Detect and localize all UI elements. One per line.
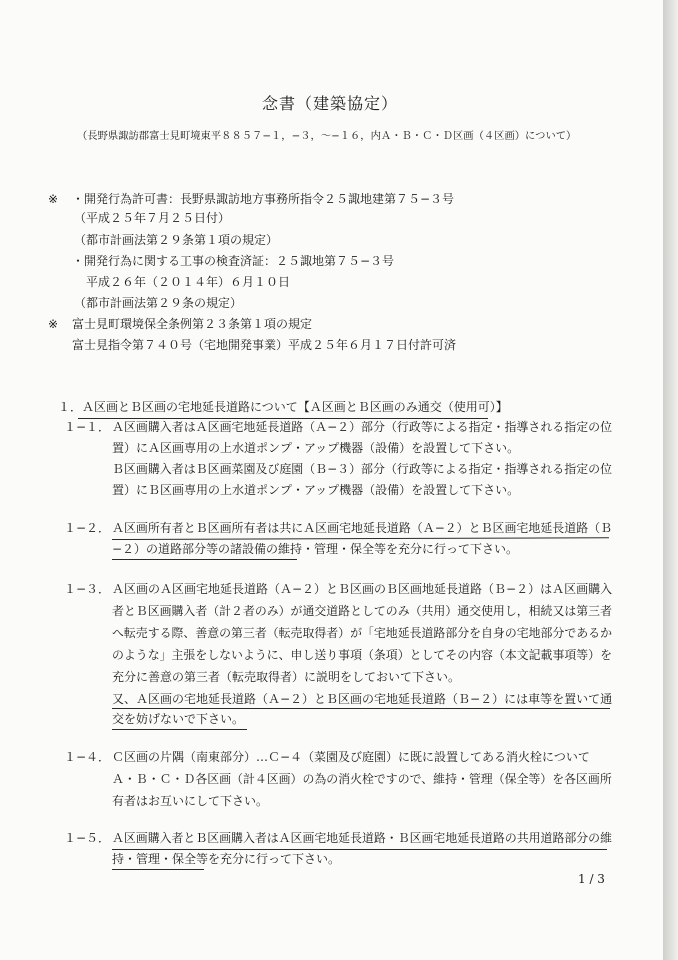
item-line: 者とＢ区画購入者（計２者のみ）が通交道路としてのみ（共用）通交使用し，相続又は第三者 [112,604,612,618]
item-line: Ｂ区画購入者はＢ区画菜園及び庭園（Ｂ−３）部分（行政等による指定・指導される指定の位 [112,462,613,476]
item-line: 置）にＡ区画専用の上水道ポンプ・アップ機器（設備）を設置して下さい。 [112,441,520,455]
item-line: 交を妨げないで下さい。 [112,712,245,726]
permit-mark-1: ※ [48,192,59,206]
page-edge [663,0,678,960]
permit-line-2: （平成２５年７月２５日付） [74,211,231,225]
permit-line-7: 富士見町環境保全条例第２３条第１項の規定 [72,317,313,331]
section-heading: １．Ａ区画とＢ区画の宅地延長道路について【Ａ区画とＢ区画のみ通交（使用可）】 [58,400,508,414]
document-subtitle: （長野県諏訪郡富士見町境東平８８５７−１，−３，〜−１６，内Ａ・Ｂ・Ｃ・Ｄ区画（４区画）について） [77,130,577,142]
item-line: Ａ区画所有者とＢ区画所有者は共にＡ区画宅地延長道路（Ａ−２）とＢ区画宅地延長道路（Ｂ [112,521,613,535]
permit-line-6: （都市計画法第２９条の規定） [74,296,243,310]
item-number: １−２． [64,521,111,535]
item-number: １−４． [64,750,111,764]
underline-mark [112,559,297,560]
page-number: 1 / 3 [578,872,605,886]
permit-line-5: 平成２６年（２０１４年）６月１０日 [86,275,291,289]
item-line: 有者はお互いにして下さい。 [112,794,269,808]
item-line: Ａ区画購入者とＢ区画購入者はＡ区画宅地延長道路・Ｂ区画宅地延長道路の共用道路部分の維 [112,831,612,845]
item-line: 置）にＢ区画専用の上水道ポンプ・アップ機器（設備）を設置して下さい。 [112,483,520,497]
item-line: −２）の道路部分等の諸設備の維持・管理・保全等を充分に行って下さい。 [112,542,519,556]
item-line: 持・管理・保全等を充分に行って下さい。 [112,852,341,866]
permit-line-3: （都市計画法第２９条第１項の規定） [74,233,279,247]
permit-line-1: ・開発行為許可書：長野県諏訪地方事務所指令２５諏地建第７５−３号 [72,192,455,206]
item-line: Ａ区画のＡ区画宅地延長道路（Ａ−２）とＢ区画のＢ区画地延長道路（Ｂ−２）はＡ区画購入 [112,582,613,596]
document-title: 念書（建築協定） [262,94,399,113]
item-line: へ転売する際、善意の第三者（転売取得者）が「宅地延長道路部分を自身の宅地部分であるか [112,626,612,640]
underline-mark [112,537,609,540]
item-line: Ａ区画購入者はＡ区画宅地延長道路（Ａ−２）部分（行政等による指定・指導される指定の位 [112,420,613,434]
underline-mark [112,708,610,709]
item-line: 充分に善意の第三者（転売取得者）に説明をしておいて下さい。 [112,670,461,684]
underline-mark [112,849,607,850]
item-line: Ａ・Ｂ・Ｃ・Ｄ各区画（計４区画）の為の消火栓ですので、維持・管理（保全等）を各区画所 [112,772,612,786]
item-number: １−５． [64,831,111,845]
item-number: １−３． [64,582,111,596]
underline-mark [78,418,488,419]
permit-line-8: 富士見指令第７４０号（宅地開発事業）平成２５年６月１７日付許可済 [72,338,457,352]
underline-mark [112,729,247,730]
item-line: Ｃ区画の片隅（南東部分）…Ｃ−４（菜園及び庭園）に既に設置してある消火栓について [112,750,590,764]
underline-mark [112,869,204,870]
permit-mark-2: ※ [48,317,59,331]
item-number: １−１． [64,420,111,434]
item-line: のような」主張をしないように、申し送り事項（条項）としてその内容（本文記載事項等）を [112,648,612,662]
item-line: 又、Ａ区画の宅地延長道路（Ａ−２）とＢ区画の宅地延長道路（Ｂ−２）には車等を置いて通 [112,692,613,706]
permit-line-4: ・開発行為に関する工事の検査済証：２５諏地第７５−３号 [72,254,395,268]
